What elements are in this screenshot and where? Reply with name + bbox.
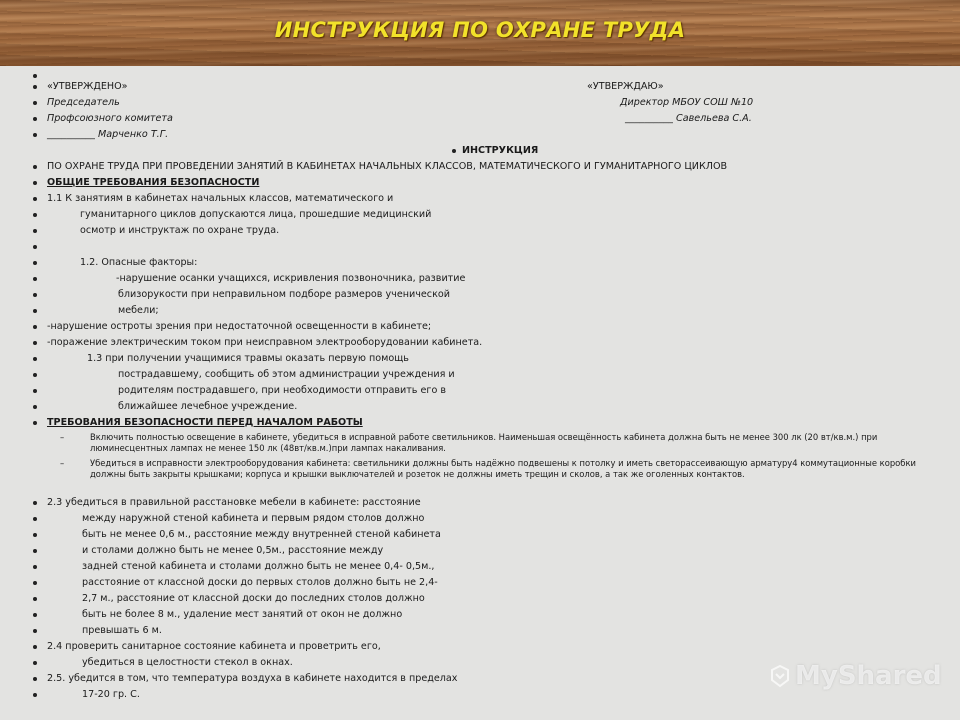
list-item bbox=[0, 319, 960, 335]
text-line: убедиться в целостности стекол в окнах. bbox=[82, 657, 293, 668]
list-item bbox=[0, 255, 960, 271]
list-item bbox=[0, 575, 960, 591]
bullet-icon bbox=[33, 565, 37, 569]
bullet-icon bbox=[33, 341, 37, 345]
bullet-icon bbox=[33, 677, 37, 681]
list-item bbox=[0, 559, 960, 575]
text-line: 2.4 проверить санитарное состояние кабинета и проветрить его, bbox=[47, 641, 381, 652]
text-line: 2,7 м., расстояние от классной доски до последних столов должно bbox=[82, 593, 425, 604]
approved-right: «УТВЕРЖДАЮ» bbox=[587, 81, 664, 92]
slide-content bbox=[0, 66, 960, 720]
list-item bbox=[0, 127, 960, 143]
section-heading: ОБЩИЕ ТРЕБОВАНИЯ БЕЗОПАСНОСТИ bbox=[47, 177, 260, 188]
list-item bbox=[0, 95, 960, 111]
text-line: родителям пострадавшего, при необходимости отправить его в bbox=[118, 385, 447, 396]
text-line: -поражение электрическим током при неисправном электрооборудовании кабинета. bbox=[47, 337, 483, 348]
watermark-logo-icon bbox=[768, 664, 792, 688]
text-line: быть не более 8 м., удаление мест занятий от окон не должно bbox=[82, 609, 403, 620]
bullet-icon bbox=[33, 389, 37, 393]
list-item bbox=[0, 175, 960, 191]
bullet-icon bbox=[33, 229, 37, 233]
bullet-icon bbox=[33, 165, 37, 169]
director-signature: __________ Савельева С.А. bbox=[625, 113, 752, 124]
text-line: -нарушение осанки учащихся, искривления позвоночника, развитие bbox=[116, 273, 466, 284]
bullet-icon bbox=[33, 197, 37, 201]
text-line: 1.3 при получении учащимися травмы оказать первую помощь bbox=[87, 353, 409, 364]
text-line: 1.2. Опасные факторы: bbox=[80, 257, 198, 268]
list-item bbox=[0, 287, 960, 303]
text-line: 2.3 убедиться в правильной расстановке мебели в кабинете: расстояние bbox=[47, 497, 421, 508]
bullet-icon bbox=[33, 533, 37, 537]
text-line: расстояние от классной доски до первых столов должно быть не 2,4- bbox=[82, 577, 438, 588]
bullet-icon bbox=[33, 517, 37, 521]
text-line: задней стеной кабинета и столами должно быть не менее 0,4- 0,5м., bbox=[82, 561, 435, 572]
list-item bbox=[0, 207, 960, 223]
bullet-icon bbox=[33, 405, 37, 409]
text-line: пострадавшему, сообщить об этом администрации учреждения и bbox=[118, 369, 455, 380]
list-item bbox=[0, 143, 960, 159]
bullet-icon bbox=[33, 181, 37, 185]
list-item bbox=[0, 239, 960, 255]
chairman-signature: __________ Марченко Т.Г. bbox=[47, 129, 169, 140]
list-item bbox=[0, 495, 960, 511]
list-item bbox=[0, 607, 960, 623]
bullet-icon bbox=[33, 85, 37, 89]
bullet-icon bbox=[33, 629, 37, 633]
list-item bbox=[0, 367, 960, 383]
list-item bbox=[0, 159, 960, 175]
list-item bbox=[0, 223, 960, 239]
bullet-icon bbox=[33, 373, 37, 377]
bullet-icon bbox=[33, 549, 37, 553]
doc-subtitle: ПО ОХРАНЕ ТРУДА ПРИ ПРОВЕДЕНИИ ЗАНЯТИЙ В КАБИНЕТАХ НАЧАЛЬНЫХ КЛАССОВ, МАТЕМАТИЧЕСКОГО И ГУМАНИТАРНОГО ЦИКЛОВ bbox=[47, 161, 728, 172]
text-line: гуманитарного циклов допускаются лица, прошедшие медицинский bbox=[80, 209, 432, 220]
list-item bbox=[0, 527, 960, 543]
director-role: Директор МБОУ СОШ №10 bbox=[620, 97, 754, 108]
text-line: и столами должно быть не менее 0,5м., расстояние между bbox=[82, 545, 384, 556]
bullet-icon bbox=[33, 501, 37, 505]
bullet-icon bbox=[33, 693, 37, 697]
text-line: быть не менее 0,6 м., расстояние между внутренней стеной кабинета bbox=[82, 529, 441, 540]
bullet-icon bbox=[33, 245, 37, 249]
list-item bbox=[0, 271, 960, 287]
bullet-icon bbox=[33, 325, 37, 329]
chairman-role: Председатель bbox=[47, 97, 120, 108]
text-line: 2.5. убедится в том, что температура воздуха в кабинете находится в пределах bbox=[47, 673, 458, 684]
list-item bbox=[0, 415, 960, 431]
text-line: близорукости при неправильном подборе размеров ученической bbox=[118, 289, 450, 300]
list-item bbox=[0, 303, 960, 319]
list-item bbox=[0, 591, 960, 607]
bullet-icon bbox=[33, 117, 37, 121]
watermark-text: MyShared bbox=[795, 661, 942, 691]
approved-left: «УТВЕРЖДЕНО» bbox=[47, 81, 128, 92]
text-line: превышать 6 м. bbox=[82, 625, 162, 636]
dash-icon: – bbox=[60, 432, 65, 442]
slide-header bbox=[0, 0, 960, 70]
bullet-icon bbox=[33, 421, 37, 425]
slide-title: ИНСТРУКЦИЯ ПО ОХРАНЕ ТРУДА bbox=[274, 18, 686, 42]
bullet-icon bbox=[33, 597, 37, 601]
list-item bbox=[0, 511, 960, 527]
bullet-icon bbox=[33, 581, 37, 585]
bullet-icon bbox=[33, 133, 37, 137]
bullet-icon bbox=[33, 261, 37, 265]
text-line: 1.1 К занятиям в кабинетах начальных классов, математического и bbox=[47, 193, 394, 204]
list-item bbox=[0, 639, 960, 655]
list-item bbox=[0, 79, 960, 95]
list-item bbox=[0, 351, 960, 367]
list-item bbox=[0, 543, 960, 559]
list-item bbox=[0, 335, 960, 351]
committee-name: Профсоюзного комитета bbox=[47, 113, 173, 124]
list-item bbox=[0, 383, 960, 399]
text-line: осмотр и инструктаж по охране труда. bbox=[80, 225, 280, 236]
text-line: ближайшее лечебное учреждение. bbox=[118, 401, 298, 412]
list-item bbox=[0, 623, 960, 639]
bullet-icon bbox=[33, 645, 37, 649]
bullet-icon bbox=[33, 293, 37, 297]
section-heading: ТРЕБОВАНИЯ БЕЗОПАСНОСТИ ПЕРЕД НАЧАЛОМ РАБОТЫ bbox=[47, 417, 363, 428]
bullet-icon bbox=[33, 277, 37, 281]
bullet-icon bbox=[33, 74, 37, 78]
dash-icon: – bbox=[60, 458, 65, 468]
bullet-icon bbox=[33, 357, 37, 361]
list-item bbox=[0, 399, 960, 415]
bullet-icon bbox=[33, 309, 37, 313]
list-item bbox=[0, 111, 960, 127]
bullet-icon bbox=[33, 213, 37, 217]
bullet-icon bbox=[33, 661, 37, 665]
text-line: между наружной стеной кабинета и первым рядом столов должно bbox=[82, 513, 425, 524]
sub-item: Убедиться в исправности электрооборудования кабинета: светильники должны быть надёжно подвешены к потолку и иметь светорассеивающую арматуру4 коммутационные коробки должны быть закрыты крышками; корпуса и крышки выключателей и розеток не должны иметь трещин и сколов, а так же оголенных контактов. bbox=[90, 458, 916, 479]
bullet-icon bbox=[33, 101, 37, 105]
bullet-icon bbox=[33, 613, 37, 617]
bullet-icon bbox=[452, 149, 456, 153]
text-line: -нарушение остроты зрения при недостаточной освещенности в кабинете; bbox=[47, 321, 432, 332]
list-item bbox=[0, 191, 960, 207]
text-line: 17-20 гр. С. bbox=[82, 689, 140, 700]
doc-title: ИНСТРУКЦИЯ bbox=[462, 145, 539, 156]
sub-item: Включить полностью освещение в кабинете, убедиться в исправной работе светильников. Наименьшая освещённость кабинета должна быть не менее 300 лк (20 вт/кв.м.) при люминесцентных лампах не менее 150 лк (48вт/кв.м.)при лампах накаливания. bbox=[90, 432, 878, 453]
text-line: мебели; bbox=[118, 305, 159, 316]
